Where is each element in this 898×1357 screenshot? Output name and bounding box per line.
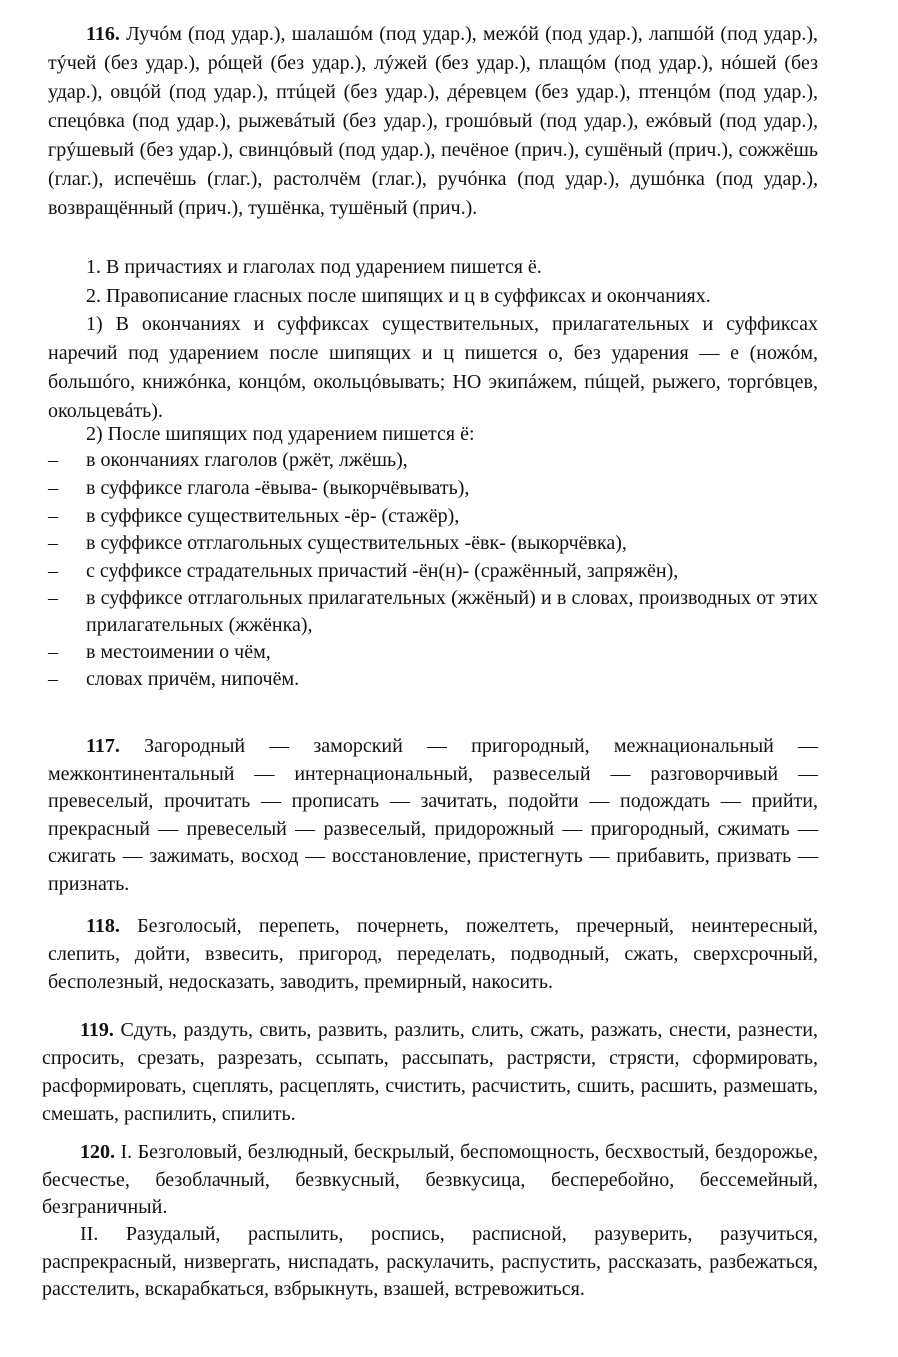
rule-2-1: 1) В окончаниях и суффиксах существительных, прилагательных и суффиксах наречий под ударением после шипящих и ц пишется о, без ударения — е (ножóм, большóго, книжóнка, концóм, окольцóвывать; НО экипáжем, пúщей, рыжего, торгóвцев, окольцевáть).	[48, 313, 818, 422]
exercise-number: 117.	[86, 735, 120, 757]
exercise-text: Загородный — заморский — пригородный, межнациональный — межконтинентальный — интернациональный, развеселый — разговорчивый — превеселый, прочитать — прописать — зачитать, подойти — подождать — прийти, прекрасный — превеселый — развеселый, придорожный — пригородный, сжимать — сжигать — зажимать, восход — восстановление, пристегнуть — прибавить, призвать — признать.	[48, 735, 819, 895]
list-item: – в суффиксе отглагольных прилагательных (жжёный) и в словах, производных от этих прилагательных (жжёнка),	[48, 587, 818, 636]
rule-2: 2. Правописание гласных после шипящих и ц в суффиксах и окончаниях.	[86, 285, 711, 307]
list-item: – с суффиксе страдательных причастий -ён(н)- (сражённый, запряжён),	[86, 558, 818, 585]
list-item: – в суффиксе глагола -ёвыва- (выкорчёвывать),	[86, 475, 818, 502]
exercise-text: Безголосый, перепеть, почернеть, пожелтеть, пречерный, неинтересный, слепить, дойти, взвесить, пригород, переделать, подводный, сжать, сверхсрочный, бесполезный, недосказать, заводить, премирный, накосить.	[48, 915, 819, 993]
exercise-117	[48, 733, 818, 898]
exercise-number: 118.	[86, 915, 120, 937]
dash-marker: –	[48, 587, 58, 609]
exercise-number: 119.	[80, 1019, 114, 1041]
exercise-120-part-2: II. Разудалый, распылить, роспись, расписной, разуверить, разучиться, распрекрасный, низвергать, ниспадать, раскулачить, распустить, рассказать, разбежаться, расстелить, вскарабкаться, взбрыкнуть, взашей, встревожиться.	[42, 1223, 818, 1300]
list-item: – в местоимении о чём,	[86, 639, 818, 666]
exercise-119	[42, 1016, 818, 1128]
dash-marker: –	[48, 532, 58, 554]
exercise-116	[48, 20, 818, 223]
exercise-number: 120.	[80, 1141, 115, 1163]
exercise-number: 116.	[86, 23, 120, 45]
exercise-118	[48, 912, 818, 996]
list-item: – в суффиксе существительных -ёр- (стажёр),	[86, 503, 818, 530]
dash-marker: –	[48, 477, 58, 499]
list-item: – словах причём, нипочём.	[86, 666, 818, 693]
list-item: – в окончаниях глаголов (ржёт, лжёшь),	[86, 447, 818, 474]
exercise-text: Лучóм (под удар.), шалашóм (под удар.), межóй (под удар.), лапшóй (под удар.), тýчей (без удар.), рóщей (без удар.), лýжей (без удар.), плащóм (под удар.), нóшей (без удар.), овцóй (под удар.), птúцей (без удар.), дéревцем (без удар.), птенцóм (под удар.), спецóвка (под удар.), рыжевáтый (без удар.), грошóвый (под удар.), ежóвый (под удар.), грýшевый (без удар.), свинцóвый (под удар.), печёное (прич.), сушёный (прич.), сожжёшь (глаг.), испечёшь (глаг.), растолчём (глаг.), ручóнка (под удар.), душóнка (под удар.), возвращённый (прич.), тушёнка, тушёный (прич.).	[48, 23, 818, 219]
dash-marker: –	[48, 449, 58, 471]
rule-2-2: 2) После шипящих под ударением пишется ё:	[86, 423, 475, 445]
list-item: – в суффиксе отглагольных существительных -ёвк- (выкорчёвка),	[86, 530, 818, 557]
dash-marker: –	[48, 641, 58, 663]
dash-marker: –	[48, 560, 58, 582]
rule-1: 1. В причастиях и глаголах под ударением пишется ё.	[86, 256, 542, 278]
exercise-120-part-1	[42, 1139, 818, 1222]
exercise-text: Сдуть, раздуть, свить, развить, разлить, слить, сжать, разжать, снести, разнести, спросить, срезать, разрезать, ссыпать, рассыпать, растрясти, стрясти, сформировать, расформировать, сцеплять, расцеплять, счистить, расчистить, сшить, расшить, размешать, смешать, распилить, спилить.	[42, 1019, 818, 1125]
dash-marker: –	[48, 668, 58, 690]
dash-marker: –	[48, 505, 58, 527]
exercise-text: I. Безголовый, безлюдный, бескрылый, беспомощность, бесхвостый, бездорожье, бесчестье, безоблачный, безвкусный, безвкусица, бесперебойно, бессемейный, безграничный.	[42, 1141, 819, 1218]
